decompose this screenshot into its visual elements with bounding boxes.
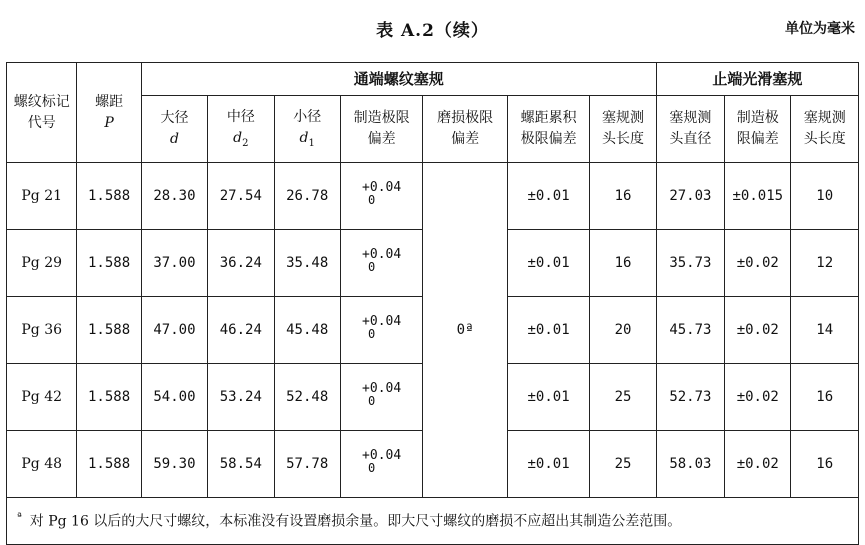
table-row (7, 163, 859, 230)
cell-pitch: 1.588 (77, 163, 141, 230)
cell-code: Pg 36 (7, 297, 77, 364)
cell-code: Pg 21 (7, 163, 77, 230)
cell-gauge-len: 16 (590, 163, 656, 230)
header-major-symbol: d (169, 131, 179, 147)
cell-minor: 26.78 (274, 163, 340, 230)
tol-upper: +0.04 (362, 447, 402, 463)
header-nogo-dia: 塞规测头直径 (656, 96, 724, 163)
cell-gauge-len: 25 (590, 431, 656, 498)
cell-wear-tol: 0ª (423, 163, 507, 498)
header-thread-code: 螺纹标记代号 (7, 63, 77, 163)
cell-nogo-dia: 35.73 (656, 230, 724, 297)
header-pitch-dia (208, 96, 274, 163)
header-go-group: 通端螺纹塞规 (141, 63, 656, 96)
cell-minor: 52.48 (274, 364, 340, 431)
cell-major: 28.30 (141, 163, 207, 230)
header-wear-tol: 磨损极限偏差 (423, 96, 507, 163)
cell-pitch: 1.588 (77, 364, 141, 431)
cell-code: Pg 48 (7, 431, 77, 498)
footnote-text: 对 Pg 16 以后的大尺寸螺纹，本标准没有设置磨损余量。即大尺寸螺纹的磨损不应超出其制造公差范围。 (29, 513, 682, 530)
cell-nogo-len: 16 (791, 364, 859, 431)
cell-nogo-len: 10 (791, 163, 859, 230)
cell-cum-tol: ±0.01 (507, 431, 589, 498)
cell-nogo-len: 12 (791, 230, 859, 297)
cell-pitch-dia: 27.54 (208, 163, 274, 230)
cell-pitch-dia: 36.24 (208, 230, 274, 297)
footnote-mark: ª (17, 511, 22, 523)
header-nogo-mfg-tol: 制造极限偏差 (725, 96, 791, 163)
header-pitch-dia-symbol: $d_2$ (233, 130, 249, 149)
tol-lower: 0 (368, 461, 376, 476)
header-mfg-tol: 制造极限偏差 (340, 96, 422, 163)
cell-nogo-dia: 58.03 (656, 431, 724, 498)
header-minor-label: 小径 (293, 109, 322, 126)
header-pitch-dia-label: 中径 (226, 109, 255, 126)
cell-minor: 57.78 (274, 431, 340, 498)
cell-nogo-tol: ±0.015 (725, 163, 791, 230)
cell-nogo-dia: 52.73 (656, 364, 724, 431)
header-gauge-len: 塞规测头长度 (590, 96, 656, 163)
tol-upper: +0.04 (362, 313, 402, 329)
cell-cum-tol: ±0.01 (507, 364, 589, 431)
header-pitch (77, 63, 141, 163)
header-cum-pitch-tol: 螺距累积极限偏差 (507, 96, 589, 163)
cell-mfg-tol (340, 297, 422, 364)
cell-pitch: 1.588 (77, 297, 141, 364)
header-pitch-label: 螺距 (95, 93, 124, 110)
cell-major: 47.00 (141, 297, 207, 364)
tol-upper: +0.04 (362, 179, 402, 195)
cell-pitch: 1.588 (77, 230, 141, 297)
cell-pitch-dia: 53.24 (208, 364, 274, 431)
cell-mfg-tol (340, 364, 422, 431)
footnote (7, 498, 859, 545)
tol-lower: 0 (368, 260, 376, 275)
cell-cum-tol: ±0.01 (507, 163, 589, 230)
cell-nogo-dia: 45.73 (656, 297, 724, 364)
cell-code: Pg 42 (7, 364, 77, 431)
cell-major: 37.00 (141, 230, 207, 297)
header-minor-symbol: $d_1$ (299, 130, 315, 149)
tol-upper: +0.04 (362, 246, 402, 262)
cell-mfg-tol (340, 163, 422, 230)
table-title: 表 A.2（续） (376, 21, 489, 41)
header-nogo-len: 塞规测头长度 (791, 96, 859, 163)
cell-minor: 45.48 (274, 297, 340, 364)
header-nogo-group: 止端光滑塞规 (656, 63, 858, 96)
cell-nogo-len: 16 (791, 431, 859, 498)
cell-cum-tol: ±0.01 (507, 297, 589, 364)
header-pitch-symbol: P (104, 114, 114, 131)
cell-cum-tol: ±0.01 (507, 230, 589, 297)
tol-lower: 0 (368, 394, 376, 409)
cell-code: Pg 29 (7, 230, 77, 297)
cell-nogo-tol: ±0.02 (725, 230, 791, 297)
cell-pitch-dia: 58.54 (208, 431, 274, 498)
tol-lower: 0 (368, 327, 376, 342)
header-minor (274, 96, 340, 163)
cell-pitch: 1.588 (77, 431, 141, 498)
header-major-label: 大径 (160, 110, 189, 126)
cell-major: 54.00 (141, 364, 207, 431)
cell-gauge-len: 16 (590, 230, 656, 297)
cell-gauge-len: 25 (590, 364, 656, 431)
tol-lower: 0 (368, 193, 376, 208)
cell-nogo-tol: ±0.02 (725, 297, 791, 364)
cell-nogo-len: 14 (791, 297, 859, 364)
cell-nogo-dia: 27.03 (656, 163, 724, 230)
cell-pitch-dia: 46.24 (208, 297, 274, 364)
cell-minor: 35.48 (274, 230, 340, 297)
cell-major: 59.30 (141, 431, 207, 498)
tol-upper: +0.04 (362, 380, 402, 396)
cell-nogo-tol: ±0.02 (725, 364, 791, 431)
header-major (141, 96, 207, 163)
cell-gauge-len: 20 (590, 297, 656, 364)
cell-mfg-tol (340, 230, 422, 297)
cell-mfg-tol (340, 431, 422, 498)
spec-table (6, 62, 859, 545)
unit-label: 单位为毫米 (785, 21, 855, 37)
cell-nogo-tol: ±0.02 (725, 431, 791, 498)
